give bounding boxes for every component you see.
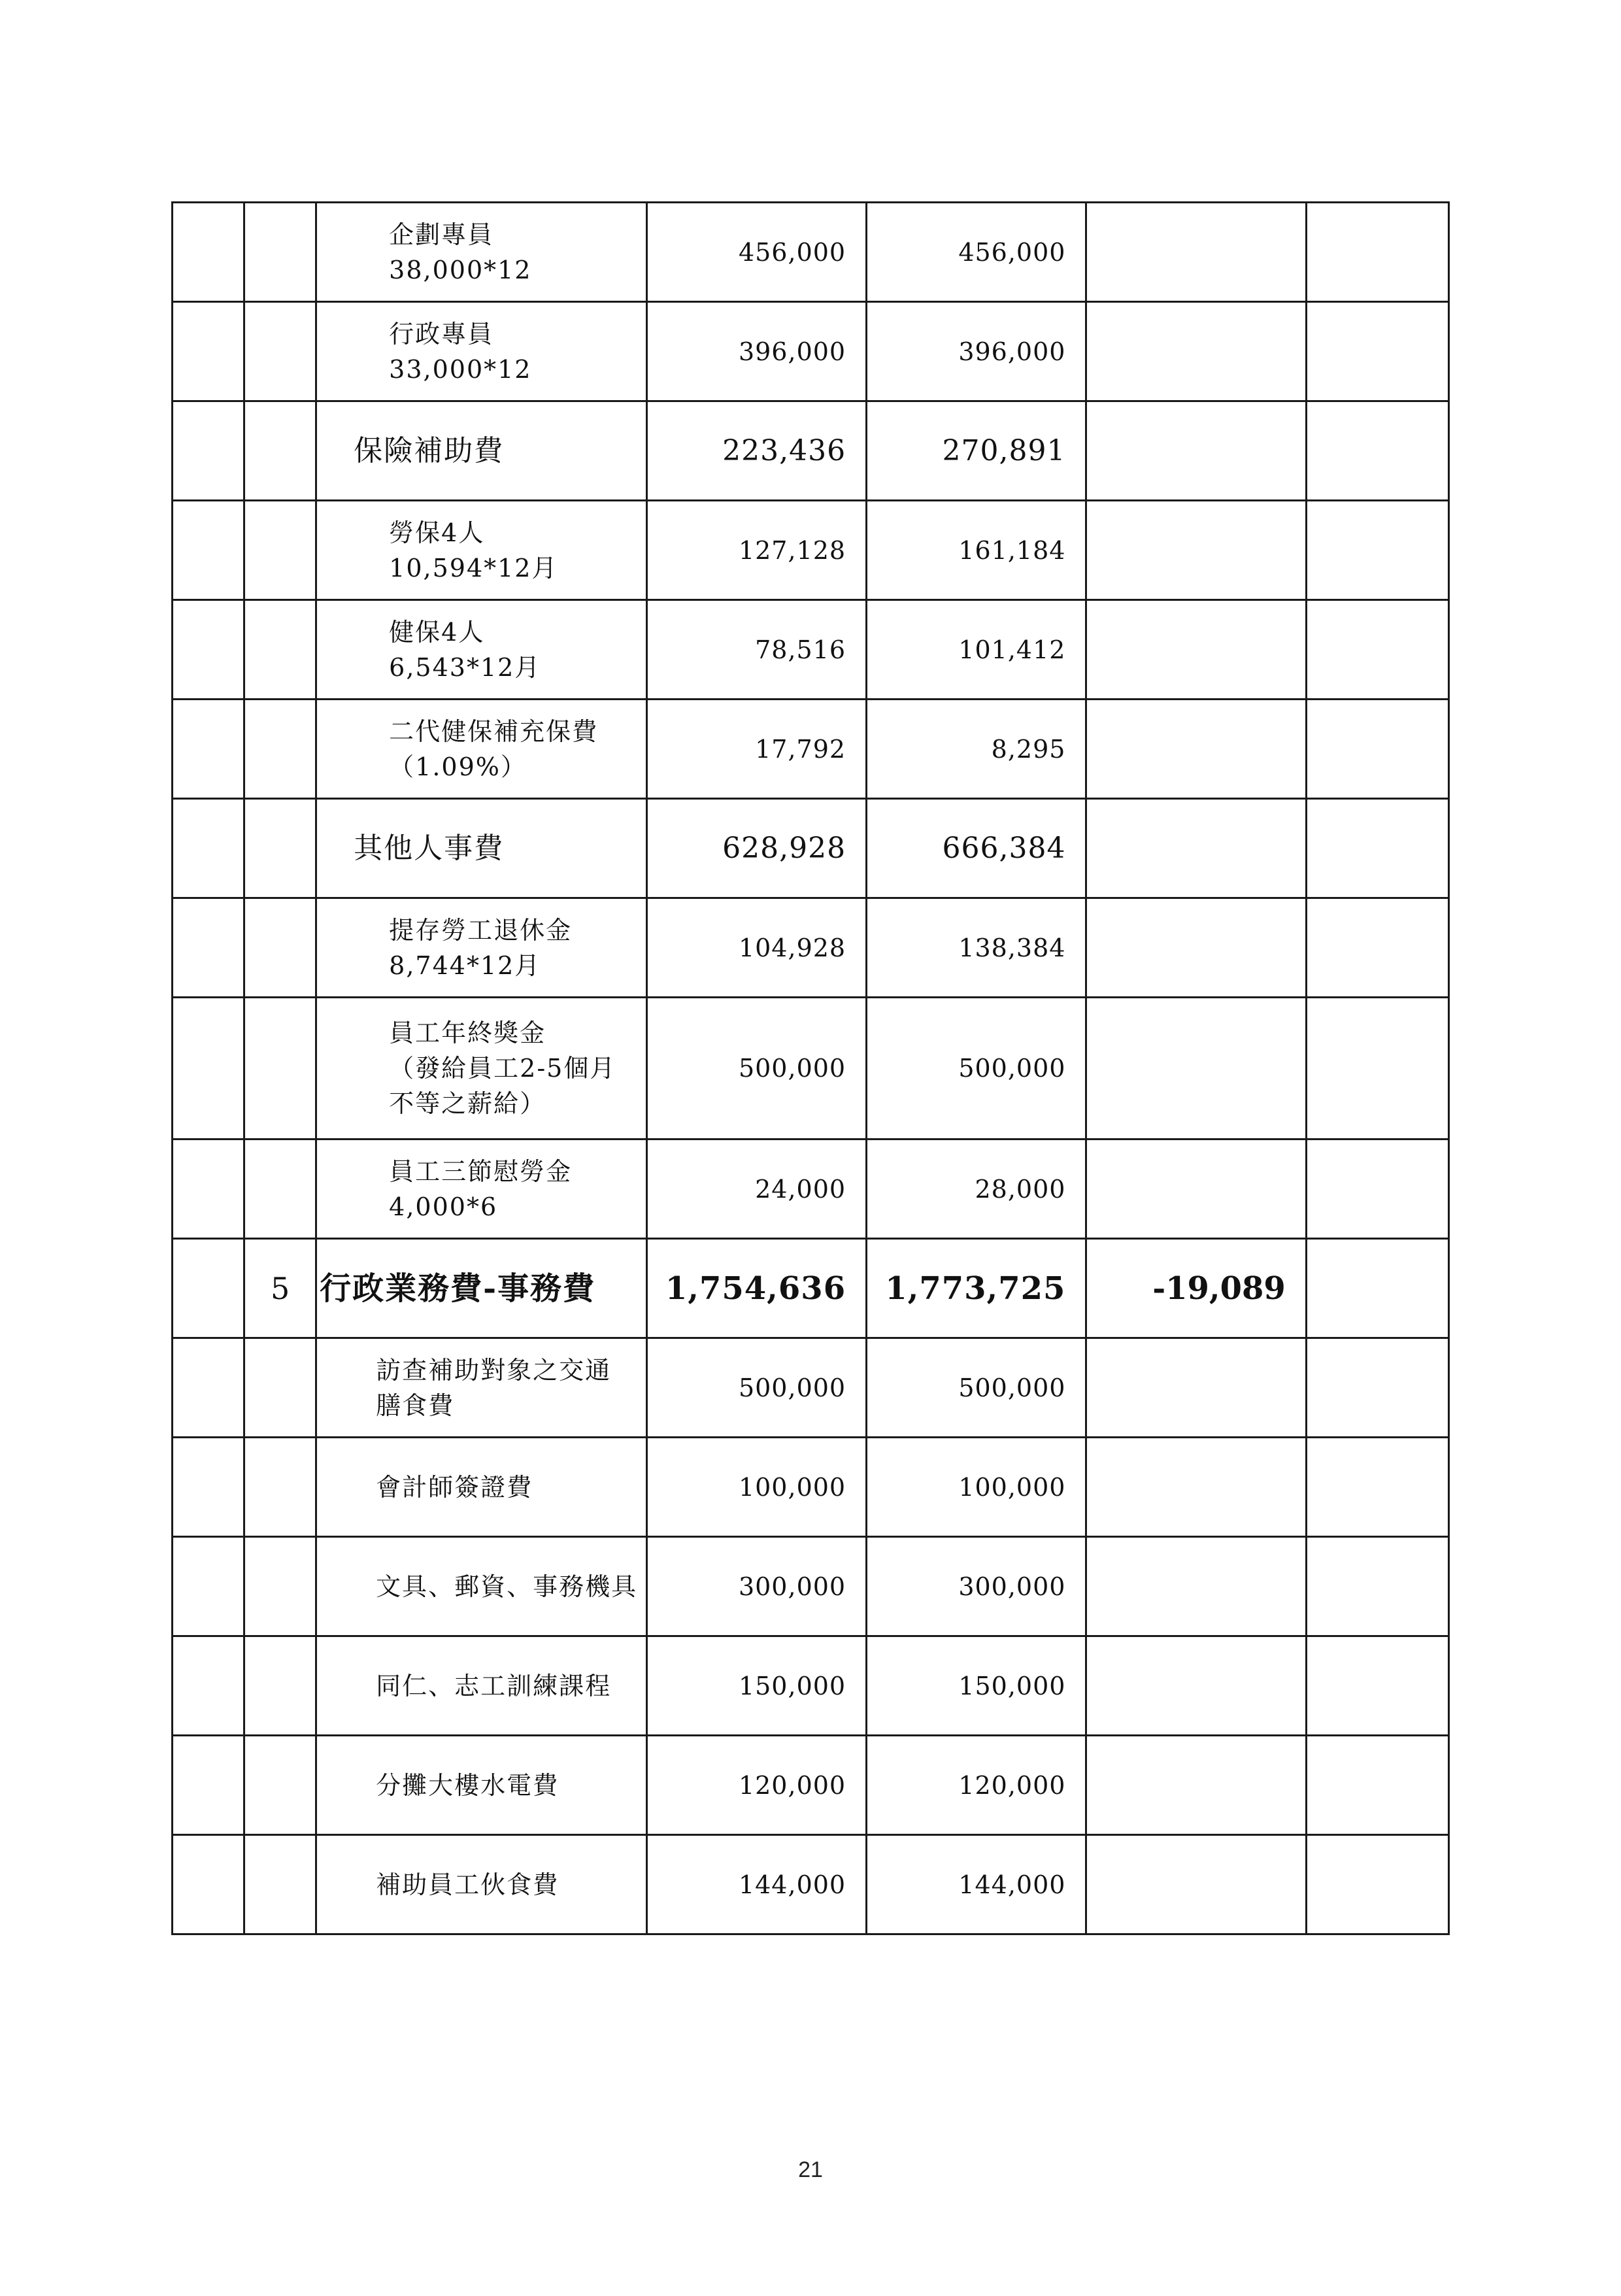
- item-cell: [316, 1736, 647, 1835]
- index-cell: [173, 203, 244, 302]
- note-cell: [1306, 1835, 1448, 1934]
- budget-amount-cell: [646, 401, 866, 501]
- table-row: [173, 1537, 1449, 1636]
- note-cell: [1306, 700, 1448, 799]
- budget-amount-cell: [646, 1736, 866, 1835]
- note-cell: [1306, 1636, 1448, 1736]
- table-row: [173, 998, 1449, 1140]
- table-row: [173, 799, 1449, 898]
- item-cell: [316, 700, 647, 799]
- item-cell: [316, 501, 647, 600]
- note-cell: [1306, 799, 1448, 898]
- index-cell: [173, 799, 244, 898]
- difference-cell: [1086, 799, 1306, 898]
- index-cell: [173, 302, 244, 401]
- item-label-line: 二代健保補充保費: [389, 717, 599, 746]
- index-cell: [173, 1636, 244, 1736]
- budget-amount: 500,000: [738, 1373, 846, 1402]
- item-label: [317, 1154, 646, 1224]
- budget-amount: 24,000: [755, 1174, 846, 1204]
- item-number-cell: [244, 1438, 316, 1537]
- note-cell: [1306, 203, 1448, 302]
- item-label-line: 6,543*12月: [389, 652, 541, 682]
- table-row: [173, 700, 1449, 799]
- difference-cell: [1086, 1239, 1306, 1338]
- item-label: [317, 515, 646, 586]
- item-label: [317, 1470, 646, 1505]
- budget-amount: 300,000: [738, 1572, 846, 1601]
- index-cell: [173, 998, 244, 1140]
- table-row: [173, 1736, 1449, 1835]
- item-label-line: 33,000*12: [389, 354, 532, 384]
- item-label-line: 不等之薪給）: [389, 1089, 546, 1118]
- item-cell: [316, 799, 647, 898]
- previous-amount: 150,000: [958, 1671, 1066, 1700]
- item-label-line: 提存勞工退休金: [389, 915, 573, 945]
- budget-amount-cell: [646, 501, 866, 600]
- previous-amount: 100,000: [958, 1472, 1066, 1502]
- budget-amount: 396,000: [738, 337, 846, 366]
- previous-amount-cell: [867, 1338, 1086, 1438]
- item-number-cell: [244, 1537, 316, 1636]
- item-number-cell: [244, 700, 316, 799]
- item-cell: [316, 1239, 647, 1338]
- item-label-line: 其他人事費: [354, 831, 505, 865]
- item-label: [317, 714, 646, 785]
- item-label-line: 會計師簽證費: [376, 1472, 533, 1502]
- table-row: [173, 898, 1449, 998]
- index-cell: [173, 600, 244, 700]
- budget-amount-cell: [646, 1239, 866, 1338]
- budget-amount-cell: [646, 203, 866, 302]
- previous-amount: 456,000: [958, 237, 1066, 267]
- budget-amount: 127,128: [738, 535, 846, 565]
- item-label-line: 38,000*12: [389, 255, 532, 284]
- difference-cell: [1086, 1438, 1306, 1537]
- item-label-line: 膳食費: [376, 1391, 455, 1420]
- budget-amount-cell: [646, 998, 866, 1140]
- difference-cell: [1086, 1835, 1306, 1934]
- budget-amount-cell: [646, 1835, 866, 1934]
- item-cell: [316, 1636, 647, 1736]
- item-label-line: （1.09%）: [389, 752, 527, 781]
- table-row: [173, 1835, 1449, 1934]
- item-cell: [316, 1140, 647, 1239]
- item-label-line: 分攤大樓水電費: [376, 1770, 560, 1800]
- previous-amount: 270,891: [942, 434, 1066, 467]
- note-cell: [1306, 1438, 1448, 1537]
- note-cell: [1306, 998, 1448, 1140]
- item-cell: [316, 203, 647, 302]
- item-label-line: 4,000*6: [389, 1192, 498, 1221]
- budget-amount: 1,754,636: [665, 1270, 846, 1307]
- item-cell: [316, 401, 647, 501]
- item-number-cell: [244, 898, 316, 998]
- item-label-line: 保險補助費: [354, 433, 505, 467]
- difference-cell: [1086, 1140, 1306, 1239]
- item-number-cell: [244, 600, 316, 700]
- item-cell: [316, 898, 647, 998]
- budget-table: [171, 201, 1450, 1935]
- note-cell: [1306, 898, 1448, 998]
- note-cell: [1306, 401, 1448, 501]
- previous-amount: 161,184: [958, 535, 1066, 565]
- difference-cell: [1086, 1636, 1306, 1736]
- item-label: [317, 1668, 646, 1704]
- budget-amount: 104,928: [738, 933, 846, 962]
- table-row: [173, 1636, 1449, 1736]
- item-label: [317, 831, 646, 866]
- previous-amount: 138,384: [958, 933, 1066, 962]
- previous-amount: 120,000: [958, 1770, 1066, 1800]
- budget-table-body: [173, 203, 1449, 1934]
- item-label-line: 員工三節慰勞金: [389, 1156, 573, 1186]
- previous-amount-cell: [867, 501, 1086, 600]
- table-row: [173, 1140, 1449, 1239]
- note-cell: [1306, 1537, 1448, 1636]
- budget-amount: 120,000: [738, 1770, 846, 1800]
- table-row: [173, 1438, 1449, 1537]
- budget-amount: 144,000: [738, 1870, 846, 1899]
- index-cell: [173, 501, 244, 600]
- difference-cell: [1086, 501, 1306, 600]
- item-number-cell: [244, 401, 316, 501]
- previous-amount: 1,773,725: [885, 1270, 1066, 1307]
- item-label-line: 8,744*12月: [389, 951, 541, 980]
- item-label-line: 訪查補助對象之交通: [376, 1355, 612, 1385]
- budget-amount-cell: [646, 1338, 866, 1438]
- item-number-cell: [244, 998, 316, 1140]
- table-row: [173, 600, 1449, 700]
- index-cell: [173, 1338, 244, 1438]
- index-cell: [173, 898, 244, 998]
- previous-amount: 28,000: [975, 1174, 1066, 1204]
- item-number-cell: [244, 1140, 316, 1239]
- previous-amount: 500,000: [958, 1373, 1066, 1402]
- note-cell: [1306, 302, 1448, 401]
- item-number-cell: [244, 1736, 316, 1835]
- difference-cell: [1086, 998, 1306, 1140]
- item-label: [317, 316, 646, 387]
- previous-amount-cell: [867, 1239, 1086, 1338]
- budget-amount-cell: [646, 1636, 866, 1736]
- item-cell: [316, 998, 647, 1140]
- previous-amount-cell: [867, 799, 1086, 898]
- item-label-line: 勞保4人: [389, 518, 485, 547]
- item-label-line: （發給員工2-5個月: [389, 1054, 616, 1083]
- previous-amount-cell: [867, 1736, 1086, 1835]
- budget-amount-cell: [646, 799, 866, 898]
- note-cell: [1306, 600, 1448, 700]
- difference-cell: [1086, 203, 1306, 302]
- index-cell: [173, 1239, 244, 1338]
- index-cell: [173, 1537, 244, 1636]
- item-number-cell: [244, 1835, 316, 1934]
- budget-amount-cell: [646, 1438, 866, 1537]
- page-number: 21: [798, 2157, 823, 2182]
- item-number-cell: [244, 799, 316, 898]
- previous-amount: 500,000: [958, 1054, 1066, 1083]
- difference-cell: [1086, 302, 1306, 401]
- index-cell: [173, 1835, 244, 1934]
- item-cell: [316, 1338, 647, 1438]
- previous-amount-cell: [867, 1140, 1086, 1239]
- previous-amount-cell: [867, 600, 1086, 700]
- item-label: [317, 615, 646, 685]
- previous-amount-cell: [867, 898, 1086, 998]
- note-cell: [1306, 1140, 1448, 1239]
- previous-amount: 8,295: [991, 734, 1066, 764]
- item-label: [317, 1867, 646, 1902]
- budget-amount-cell: [646, 700, 866, 799]
- table-row: [173, 1338, 1449, 1438]
- item-number-cell: [244, 1239, 316, 1338]
- item-label: [317, 1569, 646, 1604]
- item-number: 5: [270, 1270, 290, 1306]
- item-cell: [316, 1537, 647, 1636]
- budget-amount-cell: [646, 1537, 866, 1636]
- item-number-cell: [244, 501, 316, 600]
- difference-cell: [1086, 600, 1306, 700]
- difference-cell: [1086, 1537, 1306, 1636]
- item-number-cell: [244, 203, 316, 302]
- item-label-line: 文具、郵資、事務機具: [376, 1572, 638, 1601]
- item-label: [317, 1353, 646, 1423]
- note-cell: [1306, 1736, 1448, 1835]
- item-number-cell: [244, 1338, 316, 1438]
- budget-amount-cell: [646, 898, 866, 998]
- item-label-line: 10,594*12月: [389, 553, 558, 582]
- item-cell: [316, 302, 647, 401]
- previous-amount: 101,412: [958, 635, 1066, 664]
- previous-amount-cell: [867, 1438, 1086, 1537]
- item-label-line: 行政業務費-事務費: [320, 1270, 596, 1307]
- budget-amount: 150,000: [738, 1671, 846, 1700]
- budget-amount: 223,436: [722, 434, 846, 467]
- item-cell: [316, 1835, 647, 1934]
- budget-amount-cell: [646, 1140, 866, 1239]
- index-cell: [173, 1438, 244, 1537]
- previous-amount-cell: [867, 401, 1086, 501]
- previous-amount-cell: [867, 1835, 1086, 1934]
- item-label: [317, 913, 646, 983]
- previous-amount-cell: [867, 700, 1086, 799]
- budget-amount: 17,792: [755, 734, 846, 764]
- previous-amount: 396,000: [958, 337, 1066, 366]
- budget-amount: 628,928: [722, 832, 846, 865]
- item-label: [317, 433, 646, 469]
- table-row: [173, 1239, 1449, 1338]
- item-cell: [316, 600, 647, 700]
- item-label-line: 健保4人: [389, 617, 485, 647]
- index-cell: [173, 1140, 244, 1239]
- table-row: [173, 501, 1449, 600]
- budget-amount: 456,000: [738, 237, 846, 267]
- previous-amount-cell: [867, 203, 1086, 302]
- item-cell: [316, 1438, 647, 1537]
- note-cell: [1306, 1338, 1448, 1438]
- difference-cell: [1086, 700, 1306, 799]
- difference-cell: [1086, 1736, 1306, 1835]
- difference-cell: [1086, 401, 1306, 501]
- index-cell: [173, 1736, 244, 1835]
- item-label: [317, 1015, 646, 1121]
- budget-amount: 500,000: [738, 1054, 846, 1083]
- budget-amount: 100,000: [738, 1472, 846, 1502]
- budget-amount-cell: [646, 600, 866, 700]
- item-label: [317, 1271, 646, 1306]
- note-cell: [1306, 1239, 1448, 1338]
- previous-amount-cell: [867, 1636, 1086, 1736]
- previous-amount-cell: [867, 998, 1086, 1140]
- difference-cell: [1086, 1338, 1306, 1438]
- item-label-line: 同仁、志工訓練課程: [376, 1671, 612, 1700]
- budget-amount-cell: [646, 302, 866, 401]
- difference-amount: -19,089: [1152, 1270, 1286, 1307]
- item-label-line: 企劃專員: [389, 220, 494, 249]
- note-cell: [1306, 501, 1448, 600]
- previous-amount: 300,000: [958, 1572, 1066, 1601]
- difference-cell: [1086, 898, 1306, 998]
- budget-amount: 78,516: [755, 635, 846, 664]
- previous-amount: 144,000: [958, 1870, 1066, 1899]
- item-number-cell: [244, 1636, 316, 1736]
- previous-amount-cell: [867, 1537, 1086, 1636]
- previous-amount-cell: [867, 302, 1086, 401]
- item-label-line: 行政專員: [389, 319, 494, 348]
- table-row: [173, 203, 1449, 302]
- item-label-line: 補助員工伙食費: [376, 1870, 560, 1899]
- table-row: [173, 401, 1449, 501]
- index-cell: [173, 700, 244, 799]
- item-label-line: 員工年終獎金: [389, 1019, 546, 1047]
- item-label: [317, 1768, 646, 1803]
- previous-amount: 666,384: [942, 832, 1066, 865]
- item-number-cell: [244, 302, 316, 401]
- item-label: [317, 217, 646, 288]
- table-row: [173, 302, 1449, 401]
- index-cell: [173, 401, 244, 501]
